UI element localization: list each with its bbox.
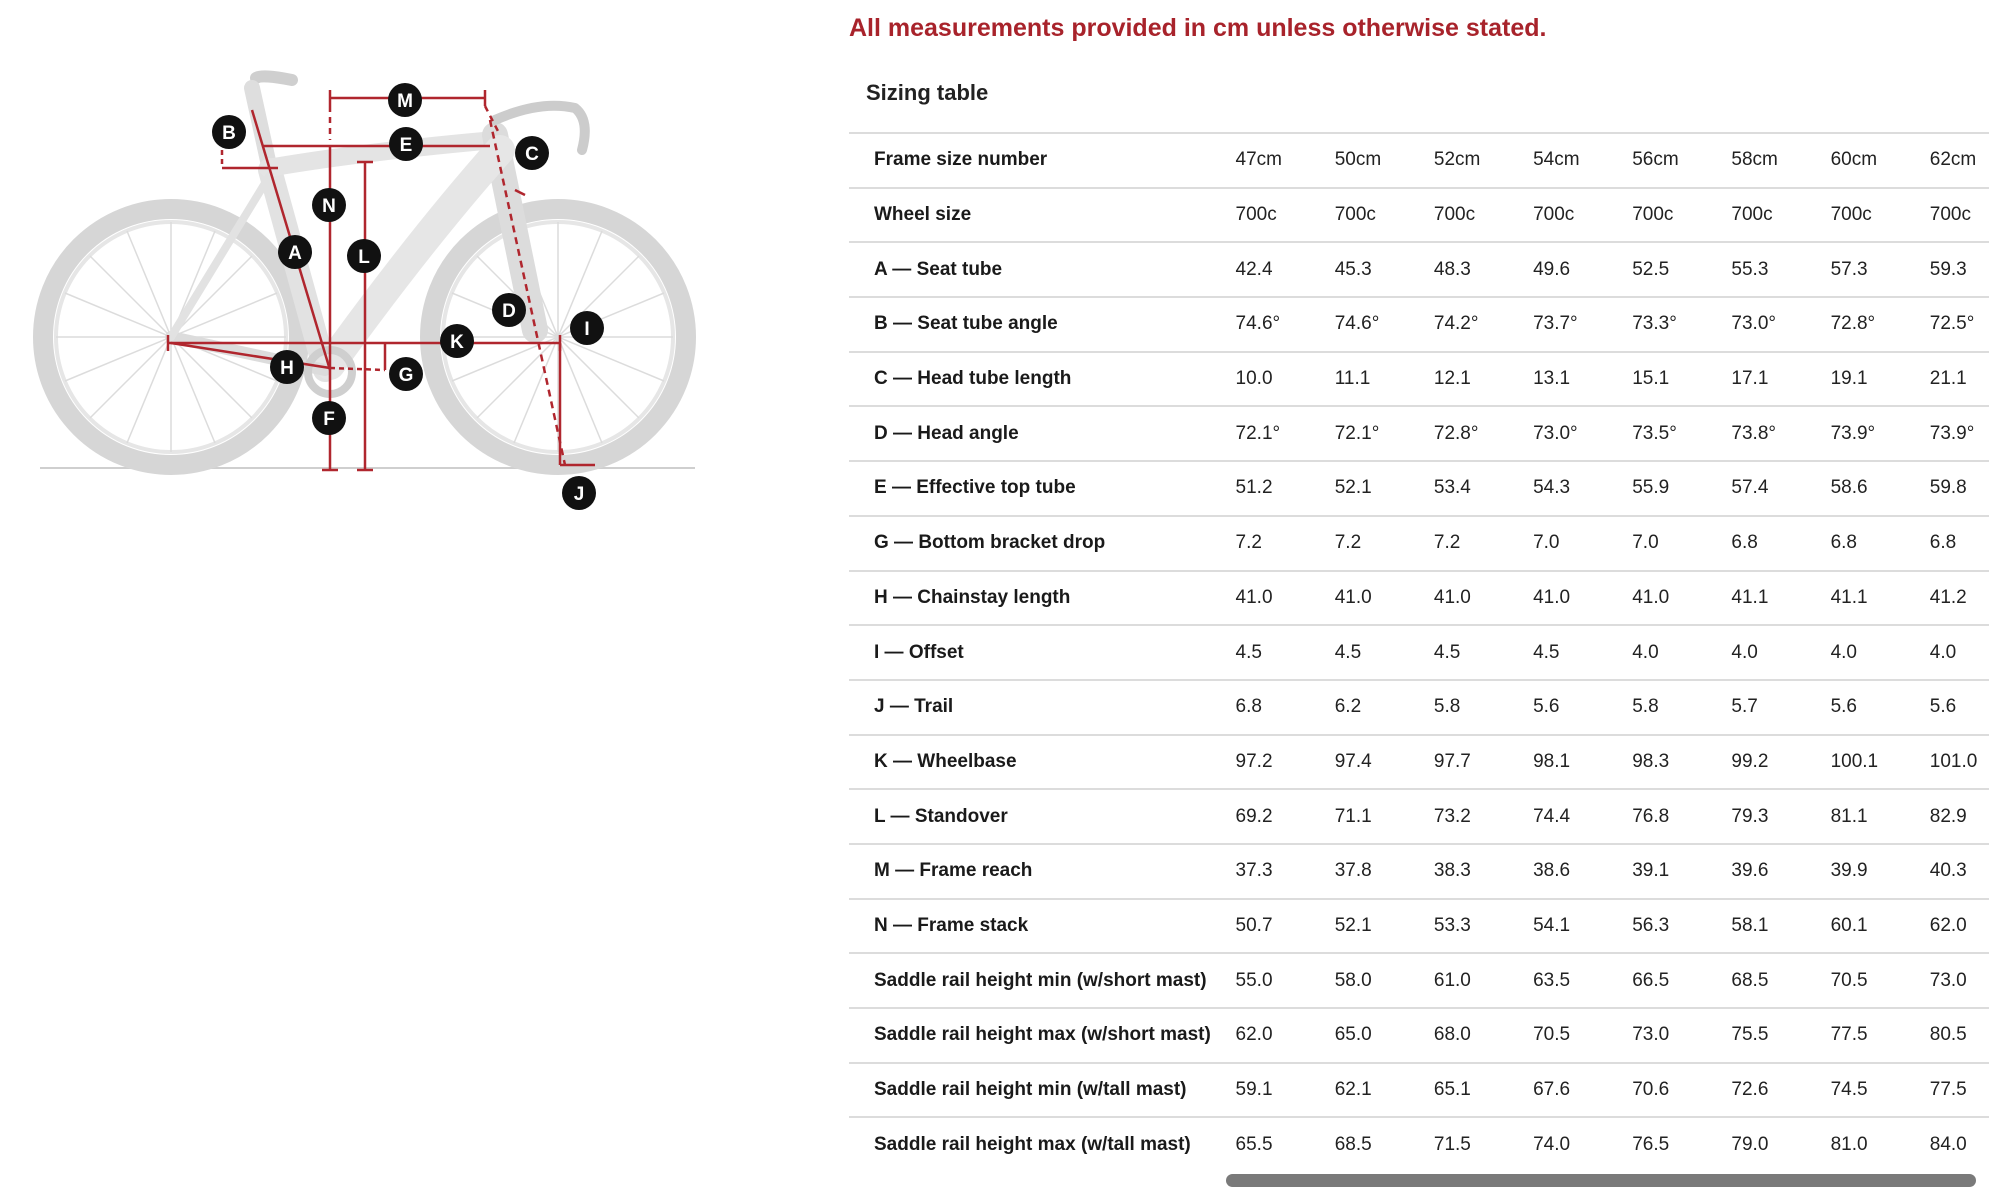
- table-cell: 13.1: [1533, 368, 1571, 390]
- table-cell: 72.8°: [1830, 313, 1876, 335]
- table-cell: 74.2°: [1433, 313, 1479, 335]
- table-row: [849, 844, 1989, 899]
- table-cell: 62.0: [1929, 914, 1967, 936]
- table-cell: 68.5: [1334, 1134, 1372, 1156]
- table-cell: 40.3: [1929, 860, 1967, 882]
- row-label: Saddle rail height max (w/short mast): [874, 1024, 1211, 1046]
- svg-text:M: M: [397, 91, 413, 112]
- table-cell: 69.2: [1235, 805, 1273, 827]
- table-cell: 55.9: [1632, 477, 1670, 499]
- row-label: A — Seat tube: [874, 258, 1003, 280]
- badge-d: [492, 293, 526, 327]
- table-row: [849, 899, 1989, 954]
- table-cell: 98.3: [1632, 750, 1670, 772]
- table-cell: 6.2: [1334, 696, 1362, 718]
- table-cell: 700c: [1235, 204, 1277, 226]
- table-cell: 10.0: [1235, 368, 1273, 390]
- svg-text:E: E: [399, 135, 413, 156]
- table-row: [849, 1117, 1989, 1172]
- table-cell: 39.9: [1830, 860, 1868, 882]
- badge-c: [515, 136, 549, 170]
- table-cell: 41.1: [1731, 586, 1769, 608]
- table-cell: 73.0: [1929, 969, 1967, 991]
- svg-text:I: I: [584, 319, 590, 340]
- table-cell: 54.1: [1533, 914, 1571, 936]
- svg-text:B: B: [222, 123, 236, 144]
- table-row: [849, 625, 1989, 680]
- table-cell: 70.5: [1830, 969, 1868, 991]
- row-label: Saddle rail height min (w/short mast): [874, 969, 1207, 991]
- table-cell: 50cm: [1334, 149, 1382, 171]
- table-cell: 77.5: [1929, 1079, 1967, 1101]
- table-cell: 50.7: [1235, 914, 1273, 936]
- table-cell: 41.0: [1433, 586, 1471, 608]
- table-row: [849, 352, 1989, 407]
- table-cell: 5.8: [1433, 696, 1461, 718]
- table-cell: 73.3°: [1632, 313, 1677, 335]
- table-row: [849, 1063, 1989, 1118]
- table-cell: 700c: [1731, 204, 1773, 226]
- row-label: J — Trail: [874, 696, 954, 718]
- row-label: D — Head angle: [874, 422, 1019, 444]
- row-label: Saddle rail height min (w/tall mast): [874, 1079, 1187, 1101]
- table-cell: 58.1: [1731, 914, 1769, 936]
- table-cell: 58cm: [1731, 149, 1778, 171]
- table-cell: 73.9°: [1929, 422, 1975, 444]
- row-label: C — Head tube length: [874, 368, 1072, 390]
- table-row: [849, 571, 1989, 626]
- table-row: [849, 680, 1989, 735]
- table-cell: 73.0°: [1533, 422, 1578, 444]
- table-cell: 4.0: [1731, 641, 1758, 663]
- svg-text:N: N: [322, 196, 336, 217]
- table-cell: 65.0: [1334, 1024, 1372, 1046]
- table-cell: 4.5: [1533, 641, 1560, 663]
- badge-j: [562, 476, 596, 510]
- table-cell: 21.1: [1929, 368, 1967, 390]
- table-cell: 38.3: [1433, 860, 1471, 882]
- table-cell: 71.1: [1334, 805, 1372, 827]
- table-cell: 73.0°: [1731, 313, 1776, 335]
- row-label: Frame size number: [874, 149, 1048, 171]
- table-cell: 6.8: [1830, 532, 1857, 554]
- table-cell: 4.0: [1830, 641, 1857, 663]
- table-cell: 100.1: [1830, 750, 1879, 772]
- table-row: [849, 242, 1989, 297]
- table-cell: 75.5: [1731, 1024, 1769, 1046]
- table-cell: 98.1: [1533, 750, 1571, 772]
- table-cell: 45.3: [1334, 258, 1372, 280]
- badge-h: [270, 350, 304, 384]
- svg-text:H: H: [280, 358, 294, 379]
- table-cell: 68.0: [1433, 1024, 1471, 1046]
- table-cell: 65.5: [1235, 1134, 1273, 1156]
- table-cell: 59.3: [1929, 258, 1967, 280]
- row-label: B — Seat tube angle: [874, 313, 1058, 335]
- measurement-notice: All measurements provided in cm unless otherwise stated.: [849, 14, 1547, 42]
- table-cell: 101.0: [1929, 750, 1978, 772]
- badge-k: [440, 324, 474, 358]
- table-cell: 41.0: [1533, 586, 1571, 608]
- horizontal-scrollbar[interactable]: [1219, 1170, 1984, 1192]
- badge-l: [347, 239, 381, 273]
- row-label: Saddle rail height max (w/tall mast): [874, 1134, 1191, 1156]
- table-row: [849, 188, 1989, 243]
- table-cell: 11.1: [1334, 368, 1371, 390]
- table-cell: 700c: [1929, 204, 1971, 226]
- table-cell: 39.6: [1731, 860, 1769, 882]
- table-cell: 47cm: [1235, 149, 1283, 171]
- table-cell: 5.7: [1731, 696, 1758, 718]
- table-row: [849, 461, 1989, 516]
- table-cell: 4.5: [1235, 641, 1262, 663]
- table-cell: 60cm: [1830, 149, 1878, 171]
- table-cell: 67.6: [1533, 1079, 1571, 1101]
- table-cell: 51.2: [1235, 477, 1273, 499]
- table-cell: 54cm: [1533, 149, 1580, 171]
- table-cell: 72.1°: [1235, 422, 1281, 444]
- table-cell: 41.1: [1830, 586, 1868, 608]
- table-row: [849, 133, 1989, 188]
- table-cell: 41.0: [1334, 586, 1372, 608]
- table-cell: 70.6: [1632, 1079, 1670, 1101]
- table-cell: 57.3: [1830, 258, 1868, 280]
- table-cell: 74.6°: [1334, 313, 1380, 335]
- table-cell: 7.2: [1334, 532, 1362, 554]
- table-cell: 6.8: [1235, 696, 1262, 718]
- table-cell: 37.3: [1235, 860, 1273, 882]
- table-cell: 41.0: [1632, 586, 1670, 608]
- table-cell: 52cm: [1433, 149, 1481, 171]
- table-cell: 42.4: [1235, 258, 1273, 280]
- table-row: [849, 1008, 1989, 1063]
- badge-a: [278, 235, 312, 269]
- table-cell: 5.6: [1533, 696, 1560, 718]
- table-cell: 72.8°: [1433, 422, 1479, 444]
- table-cell: 6.8: [1929, 532, 1957, 554]
- sizing-table: [849, 132, 1989, 1172]
- table-row: [849, 953, 1989, 1008]
- table-cell: 76.8: [1632, 805, 1670, 827]
- svg-text:A: A: [288, 243, 302, 264]
- table-cell: 84.0: [1929, 1134, 1967, 1156]
- row-label: N — Frame stack: [874, 914, 1029, 936]
- table-cell: 61.0: [1433, 969, 1471, 991]
- svg-text:F: F: [323, 409, 335, 430]
- table-cell: 7.0: [1533, 532, 1560, 554]
- row-label: L — Standover: [874, 805, 1008, 827]
- table-cell: 7.0: [1632, 532, 1659, 554]
- svg-text:C: C: [525, 144, 539, 165]
- svg-text:D: D: [502, 301, 516, 322]
- badge-n: [312, 188, 346, 222]
- table-cell: 700c: [1632, 204, 1674, 226]
- table-cell: 5.6: [1929, 696, 1957, 718]
- table-row: [849, 406, 1989, 461]
- table-cell: 37.8: [1334, 860, 1372, 882]
- badge-f: [312, 401, 346, 435]
- table-cell: 59.1: [1235, 1079, 1273, 1101]
- table-cell: 77.5: [1830, 1024, 1868, 1046]
- table-cell: 53.4: [1433, 477, 1471, 499]
- table-cell: 54.3: [1533, 477, 1571, 499]
- sizing-table-body: [849, 133, 1989, 1172]
- table-cell: 82.9: [1929, 805, 1967, 827]
- table-cell: 97.2: [1235, 750, 1273, 772]
- row-label: E — Effective top tube: [874, 477, 1076, 499]
- table-cell: 4.5: [1334, 641, 1362, 663]
- table-cell: 68.5: [1731, 969, 1769, 991]
- table-row: [849, 789, 1989, 844]
- table-cell: 76.5: [1632, 1134, 1670, 1156]
- table-cell: 39.1: [1632, 860, 1670, 882]
- table-cell: 65.1: [1433, 1079, 1471, 1101]
- svg-text:L: L: [358, 247, 370, 268]
- table-cell: 66.5: [1632, 969, 1670, 991]
- table-cell: 12.1: [1433, 368, 1471, 390]
- table-cell: 7.2: [1433, 532, 1461, 554]
- table-cell: 700c: [1334, 204, 1376, 226]
- table-cell: 19.1: [1830, 368, 1868, 390]
- table-cell: 6.8: [1731, 532, 1758, 554]
- table-cell: 4.0: [1632, 641, 1659, 663]
- table-row: [849, 516, 1989, 571]
- table-cell: 41.0: [1235, 586, 1273, 608]
- table-cell: 72.6: [1731, 1079, 1769, 1101]
- table-cell: 52.1: [1334, 477, 1372, 499]
- bike-geometry-diagram: [0, 0, 840, 560]
- badge-g: [389, 357, 423, 391]
- table-cell: 56.3: [1632, 914, 1670, 936]
- table-cell: 700c: [1830, 204, 1872, 226]
- table-cell: 48.3: [1433, 258, 1471, 280]
- table-cell: 71.5: [1433, 1134, 1471, 1156]
- row-label: H — Chainstay length: [874, 586, 1071, 608]
- table-row: [849, 735, 1989, 790]
- table-cell: 74.5: [1830, 1079, 1868, 1101]
- table-cell: 63.5: [1533, 969, 1571, 991]
- table-cell: 70.5: [1533, 1024, 1571, 1046]
- table-cell: 73.9°: [1830, 422, 1876, 444]
- table-cell: 5.8: [1632, 696, 1659, 718]
- table-cell: 81.1: [1830, 805, 1868, 827]
- table-cell: 38.6: [1533, 860, 1571, 882]
- svg-text:J: J: [573, 484, 585, 505]
- svg-text:K: K: [450, 332, 464, 353]
- table-row: [849, 297, 1989, 352]
- badge-e: [389, 127, 423, 161]
- table-cell: 62.1: [1334, 1079, 1372, 1101]
- row-label: K — Wheelbase: [874, 750, 1017, 772]
- table-cell: 4.5: [1433, 641, 1461, 663]
- table-cell: 60.1: [1830, 914, 1868, 936]
- table-title: Sizing table: [866, 80, 989, 105]
- table-cell: 79.0: [1731, 1134, 1769, 1156]
- table-cell: 700c: [1533, 204, 1575, 226]
- table-cell: 99.2: [1731, 750, 1769, 772]
- table-cell: 700c: [1433, 204, 1476, 226]
- row-label: I — Offset: [874, 641, 964, 663]
- table-cell: 81.0: [1830, 1134, 1868, 1156]
- table-cell: 56cm: [1632, 149, 1679, 171]
- badge-b: [212, 115, 246, 149]
- badge-m: [388, 83, 422, 117]
- table-cell: 15.1: [1632, 368, 1670, 390]
- row-label: G — Bottom bracket drop: [874, 532, 1106, 554]
- table-cell: 80.5: [1929, 1024, 1967, 1046]
- table-cell: 55.3: [1731, 258, 1769, 280]
- table-cell: 72.1°: [1334, 422, 1380, 444]
- table-cell: 52.1: [1334, 914, 1372, 936]
- table-cell: 7.2: [1235, 532, 1262, 554]
- table-cell: 79.3: [1731, 805, 1769, 827]
- table-cell: 73.5°: [1632, 422, 1677, 444]
- table-cell: 73.2: [1433, 805, 1471, 827]
- table-cell: 4.0: [1929, 641, 1957, 663]
- sizing-table-scroll-area[interactable]: [849, 132, 1989, 1172]
- table-cell: 53.3: [1433, 914, 1471, 936]
- table-cell: 73.0: [1632, 1024, 1670, 1046]
- table-cell: 17.1: [1731, 368, 1769, 390]
- table-cell: 49.6: [1533, 258, 1571, 280]
- table-cell: 58.6: [1830, 477, 1868, 499]
- table-cell: 73.7°: [1533, 313, 1578, 335]
- svg-text:G: G: [398, 365, 414, 386]
- table-cell: 57.4: [1731, 477, 1769, 499]
- table-cell: 97.4: [1334, 750, 1372, 772]
- table-cell: 59.8: [1929, 477, 1967, 499]
- table-cell: 5.6: [1830, 696, 1857, 718]
- table-cell: 72.5°: [1929, 313, 1975, 335]
- table-cell: 73.8°: [1731, 422, 1776, 444]
- table-cell: 58.0: [1334, 969, 1372, 991]
- row-label: M — Frame reach: [874, 860, 1033, 882]
- table-cell: 74.0: [1533, 1134, 1571, 1156]
- scrollbar-thumb[interactable]: [1226, 1174, 1976, 1187]
- table-cell: 41.2: [1929, 586, 1967, 608]
- table-cell: 62.0: [1235, 1024, 1273, 1046]
- table-cell: 62cm: [1929, 149, 1977, 171]
- table-cell: 97.7: [1433, 750, 1471, 772]
- table-cell: 74.6°: [1235, 313, 1281, 335]
- table-cell: 52.5: [1632, 258, 1670, 280]
- table-cell: 74.4: [1533, 805, 1571, 827]
- table-cell: 55.0: [1235, 969, 1273, 991]
- badge-i: [570, 311, 604, 345]
- row-label: Wheel size: [874, 204, 972, 226]
